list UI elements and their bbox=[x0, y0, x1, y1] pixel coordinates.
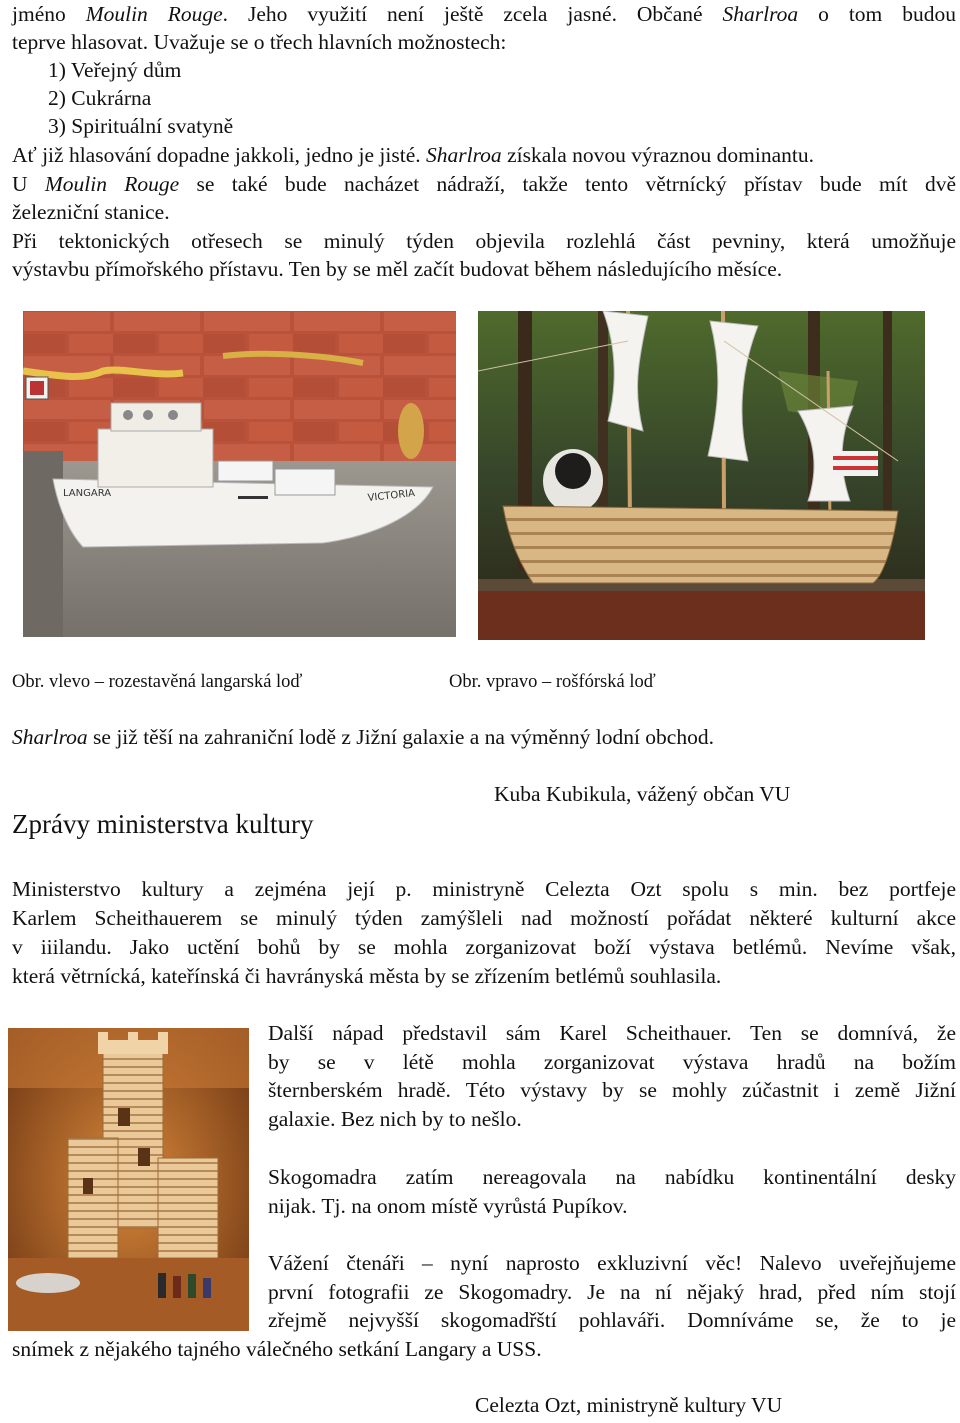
intro-line-1: jméno Moulin Rouge. Jeho využití není ještě zcela jasné. Občané Sharlroa o tom budou bbox=[12, 2, 956, 26]
sharlroa-line: Sharlroa se již těší na zahraniční lodě z Jižní galaxie a na výměnný lodní obchod. bbox=[12, 725, 714, 749]
p4-line-1: Vážení čtenáři – nyní naprosto exkluzivní věc! Nalevo uveřejňujeme bbox=[268, 1251, 956, 1275]
intro-line-9: Při tektonických otřesech se minulý týden objevila rozlehlá část pevniny, která umožňuje bbox=[12, 229, 956, 253]
intro-line-10: výstavbu přímořského přístavu. Ten by se měl začít budovat během následujícího měsíce. bbox=[12, 257, 783, 281]
p4-line-2: první fotografii ze Skogomadry. Je na ní nějaký hrad, před ním stojí bbox=[268, 1280, 956, 1304]
intro-line-2: teprve hlasovat. Uvažuje se o třech hlavních možnostech: bbox=[12, 30, 507, 54]
p3-line-2: nijak. Tj. na onom místě vyrůstá Pupíkov. bbox=[268, 1194, 628, 1218]
culture-line-2: Karlem Scheithauerem se minulý týden zamýšleli nad možností pořádat některé kulturní akce bbox=[12, 906, 956, 930]
sign-victoria: VICTORIA bbox=[367, 488, 416, 504]
intro-line-7: U Moulin Rouge se také bude nacházet nádraží, takže tento větrnícký přístav bude mít dvě bbox=[12, 172, 956, 196]
p2-line-3: šternberském hradě. Této výstavy by se mohly zúčastnit i země Jižní bbox=[268, 1078, 956, 1102]
p4-line-4: snímek z nějakého tajného válečného setkání Langary a USS. bbox=[12, 1337, 542, 1361]
p3-line-1: Skogomadra zatím nereagovala na nabídku kontinentální desky bbox=[268, 1165, 956, 1189]
sign-langara: LANGARA bbox=[63, 488, 112, 499]
culture-line-4: která větrnícká, kateřínská či havrányská města by se zřízením betlémů souhlasila. bbox=[12, 964, 722, 988]
photo-rochefort-ship bbox=[478, 311, 925, 640]
caption-right: Obr. vpravo – rošfórská loď bbox=[449, 672, 656, 692]
intro-line-6: Ať již hlasování dopadne jakkoli, jedno je jisté. Sharlroa získala novou výraznou dominantu. bbox=[12, 143, 814, 167]
culture-line-1: Ministerstvo kultury a zejména její p. ministryně Celezta Ozt spolu s min. bez portfeje bbox=[12, 877, 956, 901]
section-title: Zprávy ministerstva kultury bbox=[12, 809, 314, 839]
intro-line-8: železniční stanice. bbox=[12, 200, 170, 224]
p4-line-3: zřejmě nejvyšší skogomadřští pohlaváři. Domníváme se, že to je bbox=[268, 1308, 956, 1332]
p2-line-1: Další nápad představil sám Karel Scheithauer. Ten se domnívá, že bbox=[268, 1021, 956, 1045]
p2-line-2: by se v létě mohla zorganizovat výstava hradů na božím bbox=[268, 1050, 956, 1074]
culture-line-3: v iiilandu. Jako uctění bohů by se mohla zorganizovat boží výstava betlémů. Nevíme však, bbox=[12, 935, 956, 959]
option-3: 3) Spirituální svatyně bbox=[48, 114, 234, 138]
p2-line-4: galaxie. Bez nich by to nešlo. bbox=[268, 1107, 522, 1131]
photo-langara-ship bbox=[23, 311, 456, 637]
signature: Celezta Ozt, ministryně kultury VU bbox=[475, 1393, 783, 1417]
option-2: 2) Cukrárna bbox=[48, 86, 152, 110]
caption-left: Obr. vlevo – rozestavěná langarská loď bbox=[12, 672, 303, 692]
author-kuba: Kuba Kubikula, vážený občan VU bbox=[494, 782, 791, 806]
option-1: 1) Veřejný dům bbox=[48, 58, 182, 82]
photo-skogomadra-castle bbox=[8, 1028, 249, 1331]
